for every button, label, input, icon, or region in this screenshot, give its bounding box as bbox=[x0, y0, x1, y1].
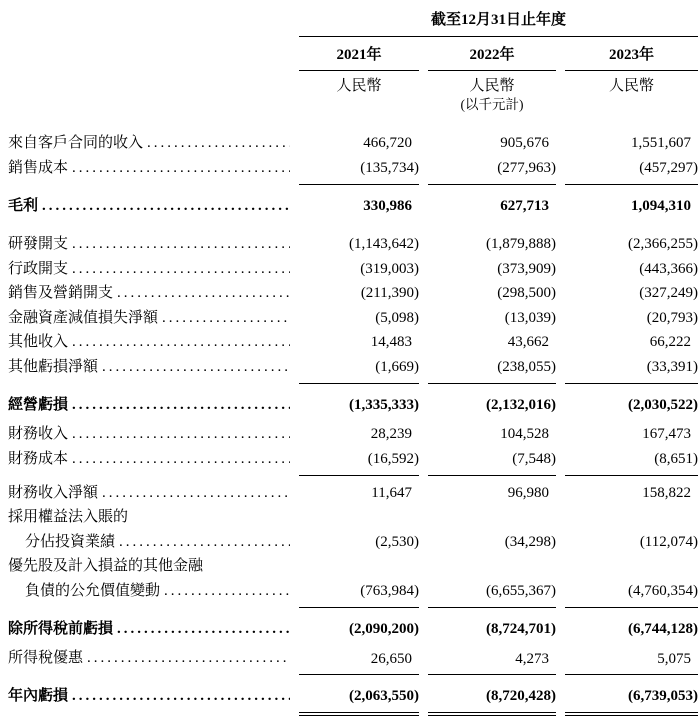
dot-leader bbox=[68, 156, 290, 181]
dot-leader bbox=[160, 579, 290, 604]
row-value: (16,592) bbox=[299, 447, 419, 476]
row-label bbox=[8, 257, 290, 282]
unit-note: (以千元計) bbox=[460, 97, 524, 112]
row-value: (1,669) bbox=[299, 355, 419, 384]
dot-leader bbox=[68, 257, 290, 282]
row-label bbox=[8, 481, 290, 506]
row-value: (1,143,642) bbox=[349, 236, 419, 252]
row-value: (34,298) bbox=[504, 533, 556, 550]
dot-leader bbox=[38, 194, 290, 219]
row-label bbox=[8, 281, 290, 306]
table-row bbox=[8, 481, 700, 506]
row-value: (13,039) bbox=[504, 309, 556, 326]
row-value: 1,094,310 bbox=[631, 197, 691, 214]
currency-header-2022 bbox=[428, 71, 556, 113]
dot-leader bbox=[83, 646, 290, 671]
row-value: (2,530) bbox=[375, 533, 419, 550]
row-value: 14,483 bbox=[370, 334, 412, 350]
row-label-text: 優先股及計入損益的其他金融 bbox=[8, 558, 204, 574]
row-value: (327,249) bbox=[639, 285, 698, 301]
table-row bbox=[8, 447, 700, 476]
row-value: 158,822 bbox=[642, 484, 691, 501]
row-label-text: 毛利 bbox=[8, 197, 39, 214]
row-value: (2,030,522) bbox=[628, 396, 698, 413]
row-value: (8,720,428) bbox=[428, 684, 556, 716]
table-row bbox=[8, 617, 700, 642]
dot-leader bbox=[68, 393, 290, 418]
row-label-text: 除所得稅前虧損 bbox=[8, 620, 114, 637]
row-label bbox=[8, 393, 290, 418]
row-value: (763,984) bbox=[299, 579, 419, 608]
row-value: (1,335,333) bbox=[349, 396, 419, 413]
row-value: (2,366,255) bbox=[628, 236, 698, 252]
table-header-period bbox=[8, 10, 700, 37]
row-value: (1,879,888) bbox=[486, 236, 556, 252]
table-row bbox=[8, 355, 700, 384]
dot-leader bbox=[143, 131, 290, 156]
row-label-text: 銷售成本 bbox=[8, 159, 69, 176]
row-label-text: 金融資產減值損失淨額 bbox=[8, 309, 159, 326]
row-label bbox=[8, 505, 290, 554]
row-value: (277,963) bbox=[428, 156, 556, 185]
table-row bbox=[8, 330, 700, 355]
row-value: (33,391) bbox=[565, 355, 698, 384]
row-value: (319,003) bbox=[360, 260, 419, 277]
row-value: 28,239 bbox=[370, 426, 412, 442]
row-value: 5,075 bbox=[565, 647, 698, 676]
year-header-2021: 2021年 bbox=[299, 37, 419, 71]
table-row bbox=[8, 646, 700, 675]
row-label bbox=[8, 422, 290, 447]
year-header-2023: 2023年 bbox=[565, 37, 698, 71]
row-label-text: 所得稅優惠 bbox=[8, 650, 84, 666]
row-label-text: 年內虧損 bbox=[8, 688, 69, 704]
row-label-text: 來自客戶合同的收入 bbox=[8, 135, 144, 151]
dot-leader bbox=[115, 530, 290, 555]
row-value: 96,980 bbox=[507, 484, 549, 501]
row-label bbox=[8, 617, 290, 642]
row-label-text: 負債的公允價值變動 bbox=[25, 582, 161, 599]
row-label bbox=[8, 447, 290, 476]
dot-leader bbox=[113, 281, 290, 306]
row-value: (6,739,053) bbox=[565, 684, 698, 716]
table-row bbox=[8, 684, 700, 716]
table-row bbox=[8, 232, 700, 257]
table-row bbox=[8, 194, 700, 219]
row-label bbox=[8, 306, 290, 331]
row-label-text: 分佔投資業績 bbox=[25, 533, 116, 550]
row-label-text: 財務成本 bbox=[8, 450, 69, 467]
row-value: (211,390) bbox=[360, 285, 419, 301]
table-row bbox=[8, 257, 700, 282]
row-value: 4,273 bbox=[428, 647, 556, 676]
period-header: 截至12月31日止年度 bbox=[299, 10, 698, 37]
table-row bbox=[8, 505, 700, 554]
dot-leader bbox=[68, 684, 290, 709]
dot-leader bbox=[98, 481, 290, 506]
dot-leader bbox=[68, 232, 290, 257]
row-label-text: 採用權益法入賬的 bbox=[8, 509, 129, 525]
dot-leader bbox=[68, 422, 290, 447]
dot-leader bbox=[68, 447, 290, 472]
table-row bbox=[8, 281, 700, 306]
row-value: (4,760,354) bbox=[565, 579, 698, 608]
header-spacer bbox=[8, 37, 290, 71]
row-label-text: 銷售及營銷開支 bbox=[8, 285, 114, 301]
row-value: (373,909) bbox=[497, 260, 556, 277]
row-label-text: 其他虧損淨額 bbox=[8, 358, 99, 375]
row-value: (457,297) bbox=[565, 156, 698, 185]
row-value: (2,063,550) bbox=[299, 684, 419, 716]
row-value: (2,132,016) bbox=[486, 396, 556, 413]
row-label bbox=[8, 232, 290, 257]
table-row bbox=[8, 393, 700, 418]
row-label bbox=[8, 194, 290, 219]
table-header-years bbox=[8, 37, 700, 71]
row-value: (6,655,367) bbox=[428, 579, 556, 608]
row-value: 167,473 bbox=[642, 426, 691, 442]
row-label bbox=[8, 131, 290, 156]
row-value: 104,528 bbox=[500, 426, 549, 442]
currency-header-2023: 人民幣 bbox=[608, 78, 654, 94]
table-header-currency bbox=[8, 71, 700, 113]
row-value: (112,074) bbox=[639, 533, 698, 550]
table-row bbox=[8, 131, 700, 156]
dot-leader bbox=[68, 330, 290, 355]
row-label-text: 財務收入淨額 bbox=[8, 484, 99, 501]
row-value: (7,548) bbox=[428, 447, 556, 476]
row-label bbox=[8, 684, 290, 716]
row-value: 66,222 bbox=[649, 334, 691, 350]
row-value: 11,647 bbox=[371, 484, 412, 501]
table-row bbox=[8, 422, 700, 447]
row-value: (8,651) bbox=[565, 447, 698, 476]
row-label-text: 經營虧損 bbox=[8, 396, 69, 413]
row-value: 26,650 bbox=[299, 647, 419, 676]
row-value: (5,098) bbox=[375, 309, 419, 326]
row-value: 43,662 bbox=[507, 334, 549, 350]
row-value: (20,793) bbox=[646, 309, 698, 326]
table-row bbox=[8, 554, 700, 608]
row-label bbox=[8, 355, 290, 384]
row-value: 466,720 bbox=[363, 135, 412, 151]
header-spacer bbox=[8, 10, 290, 37]
header-spacer bbox=[8, 71, 290, 113]
table-body bbox=[8, 131, 700, 716]
currency-label: 人民幣 bbox=[469, 78, 515, 94]
row-value: (8,724,701) bbox=[486, 620, 556, 637]
row-value: (443,366) bbox=[639, 260, 698, 277]
table-row bbox=[8, 306, 700, 331]
row-value: (135,734) bbox=[299, 156, 419, 185]
row-value: 905,676 bbox=[500, 135, 549, 151]
row-label-text: 其他收入 bbox=[8, 334, 69, 350]
row-label bbox=[8, 646, 290, 675]
dot-leader bbox=[158, 306, 290, 331]
row-label bbox=[8, 156, 290, 185]
dot-leader bbox=[113, 617, 290, 642]
year-header-2022: 2022年 bbox=[428, 37, 556, 71]
table-row bbox=[8, 156, 700, 185]
row-value: 330,986 bbox=[363, 197, 412, 214]
row-label bbox=[8, 330, 290, 355]
row-value: (6,744,128) bbox=[628, 620, 698, 637]
row-value: 1,551,607 bbox=[631, 135, 691, 151]
row-label-text: 行政開支 bbox=[8, 260, 69, 277]
row-label bbox=[8, 554, 290, 608]
row-value: (238,055) bbox=[428, 355, 556, 384]
row-value: (298,500) bbox=[497, 285, 556, 301]
dot-leader bbox=[98, 355, 290, 380]
currency-header-2021: 人民幣 bbox=[336, 78, 382, 94]
row-value: 627,713 bbox=[500, 197, 549, 214]
row-label-text: 財務收入 bbox=[8, 426, 69, 442]
row-value: (2,090,200) bbox=[349, 620, 419, 637]
row-label-text: 研發開支 bbox=[8, 236, 69, 252]
